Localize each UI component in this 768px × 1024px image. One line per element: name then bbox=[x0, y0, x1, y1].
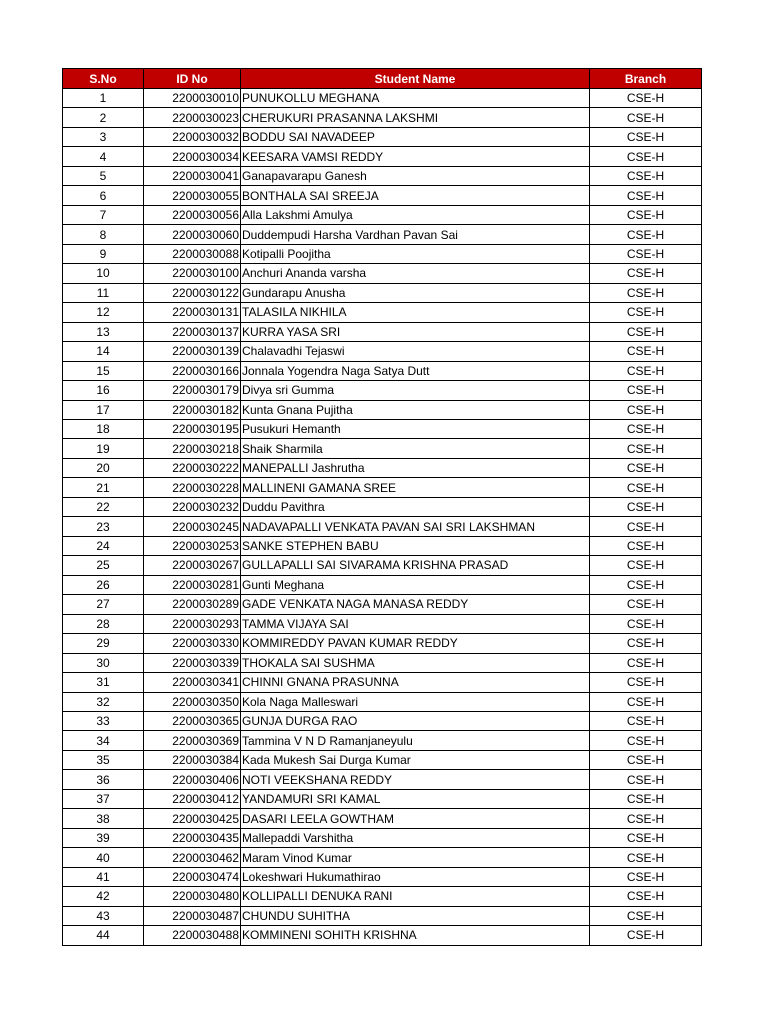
row-id: 2200030412 bbox=[144, 789, 241, 808]
row-student-name: DASARI LEELA GOWTHAM bbox=[241, 809, 590, 828]
row-sno: 30 bbox=[63, 653, 144, 672]
row-branch: CSE-H bbox=[590, 828, 702, 847]
row-sno: 13 bbox=[63, 322, 144, 341]
column-header-id: ID No bbox=[144, 69, 241, 89]
table-row bbox=[63, 205, 702, 224]
row-student-name: MANEPALLI Jashrutha bbox=[241, 458, 590, 477]
row-sno: 20 bbox=[63, 458, 144, 477]
row-id: 2200030010 bbox=[144, 89, 241, 108]
row-id: 2200030365 bbox=[144, 712, 241, 731]
row-branch: CSE-H bbox=[590, 536, 702, 555]
row-student-name: BODDU SAI NAVADEEP bbox=[241, 127, 590, 146]
table-row bbox=[63, 225, 702, 244]
row-student-name: KOMMIREDDY PAVAN KUMAR REDDY bbox=[241, 634, 590, 653]
row-branch: CSE-H bbox=[590, 926, 702, 945]
table-body bbox=[63, 89, 702, 946]
row-id: 2200030406 bbox=[144, 770, 241, 789]
table-row bbox=[63, 595, 702, 614]
row-id: 2200030253 bbox=[144, 536, 241, 555]
row-sno: 12 bbox=[63, 303, 144, 322]
row-branch: CSE-H bbox=[590, 809, 702, 828]
table-row bbox=[63, 186, 702, 205]
row-sno: 43 bbox=[63, 906, 144, 925]
row-id: 2200030023 bbox=[144, 108, 241, 127]
table-row bbox=[63, 361, 702, 380]
row-sno: 28 bbox=[63, 614, 144, 633]
row-id: 2200030487 bbox=[144, 906, 241, 925]
row-id: 2200030182 bbox=[144, 400, 241, 419]
row-id: 2200030267 bbox=[144, 556, 241, 575]
row-id: 2200030222 bbox=[144, 458, 241, 477]
row-branch: CSE-H bbox=[590, 108, 702, 127]
row-student-name: GUNJA DURGA RAO bbox=[241, 712, 590, 731]
row-branch: CSE-H bbox=[590, 770, 702, 789]
row-student-name: GADE VENKATA NAGA MANASA REDDY bbox=[241, 595, 590, 614]
row-branch: CSE-H bbox=[590, 634, 702, 653]
row-student-name: Duddempudi Harsha Vardhan Pavan Sai bbox=[241, 225, 590, 244]
table-row bbox=[63, 575, 702, 594]
row-id: 2200030041 bbox=[144, 166, 241, 185]
row-sno: 17 bbox=[63, 400, 144, 419]
table-row bbox=[63, 712, 702, 731]
row-branch: CSE-H bbox=[590, 789, 702, 808]
row-branch: CSE-H bbox=[590, 400, 702, 419]
row-sno: 14 bbox=[63, 342, 144, 361]
table-row bbox=[63, 283, 702, 302]
row-id: 2200030166 bbox=[144, 361, 241, 380]
row-student-name: Jonnala Yogendra Naga Satya Dutt bbox=[241, 361, 590, 380]
row-sno: 42 bbox=[63, 887, 144, 906]
row-id: 2200030435 bbox=[144, 828, 241, 847]
row-id: 2200030488 bbox=[144, 926, 241, 945]
row-id: 2200030100 bbox=[144, 264, 241, 283]
row-branch: CSE-H bbox=[590, 906, 702, 925]
row-branch: CSE-H bbox=[590, 419, 702, 438]
row-branch: CSE-H bbox=[590, 712, 702, 731]
row-student-name: Kunta Gnana Pujitha bbox=[241, 400, 590, 419]
table-row bbox=[63, 127, 702, 146]
row-sno: 16 bbox=[63, 381, 144, 400]
row-branch: CSE-H bbox=[590, 89, 702, 108]
table-row bbox=[63, 458, 702, 477]
row-id: 2200030228 bbox=[144, 478, 241, 497]
row-sno: 25 bbox=[63, 556, 144, 575]
row-sno: 7 bbox=[63, 205, 144, 224]
row-branch: CSE-H bbox=[590, 497, 702, 516]
row-sno: 9 bbox=[63, 244, 144, 263]
row-branch: CSE-H bbox=[590, 887, 702, 906]
row-student-name: CHINNI GNANA PRASUNNA bbox=[241, 673, 590, 692]
row-sno: 21 bbox=[63, 478, 144, 497]
row-sno: 35 bbox=[63, 750, 144, 769]
table-row bbox=[63, 381, 702, 400]
table-row bbox=[63, 400, 702, 419]
table-row bbox=[63, 614, 702, 633]
table-row bbox=[63, 147, 702, 166]
row-id: 2200030055 bbox=[144, 186, 241, 205]
row-student-name: CHERUKURI PRASANNA LAKSHMI bbox=[241, 108, 590, 127]
row-student-name: NADAVAPALLI VENKATA PAVAN SAI SRI LAKSHMAN bbox=[241, 517, 590, 536]
row-id: 2200030289 bbox=[144, 595, 241, 614]
row-student-name: Duddu Pavithra bbox=[241, 497, 590, 516]
row-id: 2200030350 bbox=[144, 692, 241, 711]
row-student-name: KOMMINENI SOHITH KRISHNA bbox=[241, 926, 590, 945]
table-row bbox=[63, 497, 702, 516]
row-sno: 19 bbox=[63, 439, 144, 458]
row-branch: CSE-H bbox=[590, 614, 702, 633]
row-branch: CSE-H bbox=[590, 439, 702, 458]
row-branch: CSE-H bbox=[590, 595, 702, 614]
row-id: 2200030179 bbox=[144, 381, 241, 400]
row-branch: CSE-H bbox=[590, 264, 702, 283]
table-row bbox=[63, 244, 702, 263]
row-sno: 10 bbox=[63, 264, 144, 283]
row-student-name: Kada Mukesh Sai Durga Kumar bbox=[241, 750, 590, 769]
row-id: 2200030281 bbox=[144, 575, 241, 594]
row-branch: CSE-H bbox=[590, 478, 702, 497]
student-table bbox=[62, 68, 702, 946]
row-sno: 41 bbox=[63, 867, 144, 886]
row-sno: 3 bbox=[63, 127, 144, 146]
row-id: 2200030369 bbox=[144, 731, 241, 750]
row-id: 2200030060 bbox=[144, 225, 241, 244]
row-sno: 5 bbox=[63, 166, 144, 185]
row-sno: 31 bbox=[63, 673, 144, 692]
row-student-name: Chalavadhi Tejaswi bbox=[241, 342, 590, 361]
column-header-sno: S.No bbox=[63, 69, 144, 89]
row-student-name: Divya sri Gumma bbox=[241, 381, 590, 400]
row-student-name: Mallepaddi Varshitha bbox=[241, 828, 590, 847]
header-row bbox=[63, 69, 702, 89]
row-student-name: KURRA YASA SRI bbox=[241, 322, 590, 341]
table-row bbox=[63, 809, 702, 828]
row-id: 2200030425 bbox=[144, 809, 241, 828]
row-branch: CSE-H bbox=[590, 127, 702, 146]
row-id: 2200030088 bbox=[144, 244, 241, 263]
row-sno: 34 bbox=[63, 731, 144, 750]
row-sno: 39 bbox=[63, 828, 144, 847]
row-branch: CSE-H bbox=[590, 517, 702, 536]
row-student-name: Tammina V N D Ramanjaneyulu bbox=[241, 731, 590, 750]
column-header-name: Student Name bbox=[241, 69, 590, 89]
row-id: 2200030462 bbox=[144, 848, 241, 867]
row-sno: 11 bbox=[63, 283, 144, 302]
row-id: 2200030139 bbox=[144, 342, 241, 361]
row-sno: 4 bbox=[63, 147, 144, 166]
row-id: 2200030195 bbox=[144, 419, 241, 438]
row-id: 2200030232 bbox=[144, 497, 241, 516]
row-student-name: KEESARA VAMSI REDDY bbox=[241, 147, 590, 166]
row-id: 2200030245 bbox=[144, 517, 241, 536]
table-row bbox=[63, 166, 702, 185]
row-branch: CSE-H bbox=[590, 225, 702, 244]
row-sno: 24 bbox=[63, 536, 144, 555]
row-student-name: THOKALA SAI SUSHMA bbox=[241, 653, 590, 672]
row-student-name: Shaik Sharmila bbox=[241, 439, 590, 458]
row-id: 2200030339 bbox=[144, 653, 241, 672]
table-row bbox=[63, 108, 702, 127]
table-row bbox=[63, 926, 702, 945]
row-id: 2200030330 bbox=[144, 634, 241, 653]
row-sno: 29 bbox=[63, 634, 144, 653]
row-id: 2200030474 bbox=[144, 867, 241, 886]
row-student-name: Anchuri Ananda varsha bbox=[241, 264, 590, 283]
row-branch: CSE-H bbox=[590, 342, 702, 361]
row-sno: 2 bbox=[63, 108, 144, 127]
row-sno: 27 bbox=[63, 595, 144, 614]
row-student-name: Kola Naga Malleswari bbox=[241, 692, 590, 711]
row-student-name: SANKE STEPHEN BABU bbox=[241, 536, 590, 555]
row-student-name: GULLAPALLI SAI SIVARAMA KRISHNA PRASAD bbox=[241, 556, 590, 575]
row-branch: CSE-H bbox=[590, 205, 702, 224]
table-row bbox=[63, 828, 702, 847]
table-row bbox=[63, 439, 702, 458]
row-student-name: NOTI VEEKSHANA REDDY bbox=[241, 770, 590, 789]
table-row bbox=[63, 342, 702, 361]
table-row bbox=[63, 848, 702, 867]
row-branch: CSE-H bbox=[590, 322, 702, 341]
row-student-name: KOLLIPALLI DENUKA RANI bbox=[241, 887, 590, 906]
table-row bbox=[63, 906, 702, 925]
table-row bbox=[63, 673, 702, 692]
row-sno: 36 bbox=[63, 770, 144, 789]
row-student-name: Ganapavarapu Ganesh bbox=[241, 166, 590, 185]
row-id: 2200030218 bbox=[144, 439, 241, 458]
row-sno: 22 bbox=[63, 497, 144, 516]
row-sno: 26 bbox=[63, 575, 144, 594]
row-sno: 8 bbox=[63, 225, 144, 244]
row-sno: 33 bbox=[63, 712, 144, 731]
table-row bbox=[63, 867, 702, 886]
row-id: 2200030341 bbox=[144, 673, 241, 692]
table-row bbox=[63, 89, 702, 108]
table-row bbox=[63, 419, 702, 438]
row-branch: CSE-H bbox=[590, 458, 702, 477]
row-id: 2200030032 bbox=[144, 127, 241, 146]
table-row bbox=[63, 556, 702, 575]
row-branch: CSE-H bbox=[590, 848, 702, 867]
row-student-name: Alla Lakshmi Amulya bbox=[241, 205, 590, 224]
row-sno: 23 bbox=[63, 517, 144, 536]
row-student-name: Pusukuri Hemanth bbox=[241, 419, 590, 438]
column-header-branch: Branch bbox=[590, 69, 702, 89]
row-id: 2200030122 bbox=[144, 283, 241, 302]
row-id: 2200030131 bbox=[144, 303, 241, 322]
row-student-name: Maram Vinod Kumar bbox=[241, 848, 590, 867]
table-row bbox=[63, 731, 702, 750]
table-row bbox=[63, 692, 702, 711]
row-sno: 38 bbox=[63, 809, 144, 828]
row-branch: CSE-H bbox=[590, 303, 702, 322]
row-branch: CSE-H bbox=[590, 556, 702, 575]
row-branch: CSE-H bbox=[590, 575, 702, 594]
row-branch: CSE-H bbox=[590, 244, 702, 263]
table-row bbox=[63, 770, 702, 789]
row-id: 2200030056 bbox=[144, 205, 241, 224]
row-sno: 1 bbox=[63, 89, 144, 108]
row-student-name: Kotipalli Poojitha bbox=[241, 244, 590, 263]
row-branch: CSE-H bbox=[590, 692, 702, 711]
row-sno: 18 bbox=[63, 419, 144, 438]
row-branch: CSE-H bbox=[590, 361, 702, 380]
row-branch: CSE-H bbox=[590, 147, 702, 166]
row-student-name: MALLINENI GAMANA SREE bbox=[241, 478, 590, 497]
row-branch: CSE-H bbox=[590, 731, 702, 750]
row-student-name: CHUNDU SUHITHA bbox=[241, 906, 590, 925]
row-student-name: Lokeshwari Hukumathirao bbox=[241, 867, 590, 886]
table-row bbox=[63, 478, 702, 497]
table-row bbox=[63, 789, 702, 808]
table-row bbox=[63, 653, 702, 672]
table-row bbox=[63, 887, 702, 906]
row-sno: 37 bbox=[63, 789, 144, 808]
row-id: 2200030137 bbox=[144, 322, 241, 341]
row-student-name: TALASILA NIKHILA bbox=[241, 303, 590, 322]
row-student-name: Gunti Meghana bbox=[241, 575, 590, 594]
row-branch: CSE-H bbox=[590, 186, 702, 205]
row-sno: 15 bbox=[63, 361, 144, 380]
table-row bbox=[63, 536, 702, 555]
table-row bbox=[63, 303, 702, 322]
row-branch: CSE-H bbox=[590, 381, 702, 400]
row-branch: CSE-H bbox=[590, 653, 702, 672]
table-row bbox=[63, 517, 702, 536]
row-branch: CSE-H bbox=[590, 283, 702, 302]
table-row bbox=[63, 264, 702, 283]
row-student-name: PUNUKOLLU MEGHANA bbox=[241, 89, 590, 108]
row-sno: 44 bbox=[63, 926, 144, 945]
row-branch: CSE-H bbox=[590, 750, 702, 769]
row-sno: 40 bbox=[63, 848, 144, 867]
row-student-name: Gundarapu Anusha bbox=[241, 283, 590, 302]
row-branch: CSE-H bbox=[590, 673, 702, 692]
row-branch: CSE-H bbox=[590, 166, 702, 185]
row-branch: CSE-H bbox=[590, 867, 702, 886]
table-row bbox=[63, 634, 702, 653]
row-id: 2200030384 bbox=[144, 750, 241, 769]
row-student-name: YANDAMURI SRI KAMAL bbox=[241, 789, 590, 808]
row-sno: 6 bbox=[63, 186, 144, 205]
table-row bbox=[63, 322, 702, 341]
row-student-name: TAMMA VIJAYA SAI bbox=[241, 614, 590, 633]
row-sno: 32 bbox=[63, 692, 144, 711]
row-id: 2200030293 bbox=[144, 614, 241, 633]
table-row bbox=[63, 750, 702, 769]
row-student-name: BONTHALA SAI SREEJA bbox=[241, 186, 590, 205]
row-id: 2200030034 bbox=[144, 147, 241, 166]
row-id: 2200030480 bbox=[144, 887, 241, 906]
